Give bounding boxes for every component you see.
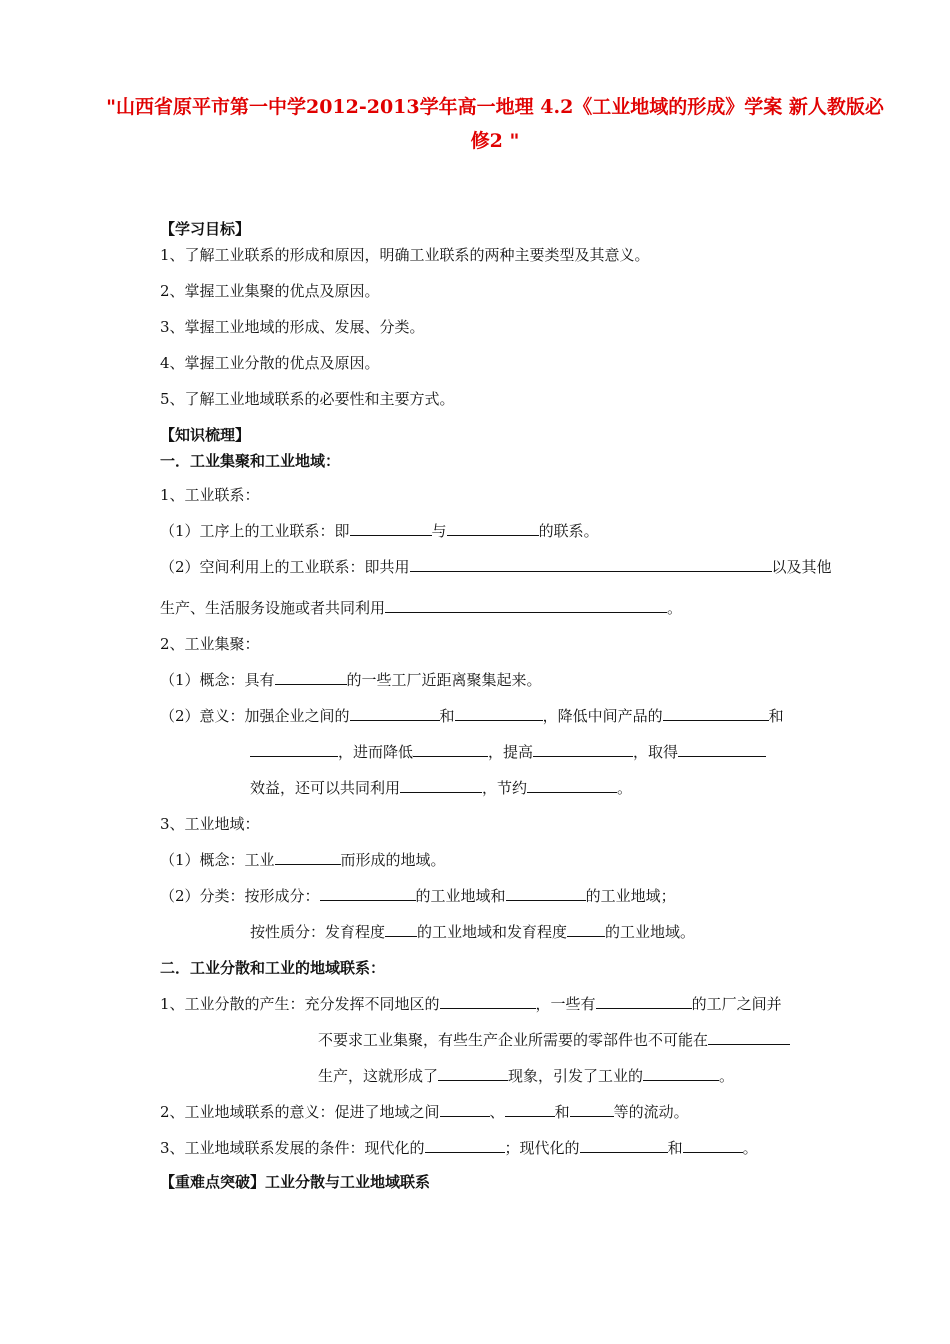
- key-points-heading: 【重难点突破】工业分散与工业地域联系: [160, 1173, 431, 1191]
- blank[interactable]: [410, 557, 772, 572]
- blank[interactable]: [250, 742, 338, 757]
- blank[interactable]: [527, 778, 617, 793]
- fill-line: 生产、生活服务设施或者共同利用 。: [160, 599, 683, 617]
- blank[interactable]: [413, 742, 488, 757]
- blank[interactable]: [596, 994, 692, 1009]
- blank[interactable]: [275, 850, 341, 865]
- blank[interactable]: [440, 994, 536, 1009]
- blank[interactable]: [505, 1102, 555, 1117]
- item-heading: 2、工业集聚：: [160, 635, 260, 653]
- item-heading: 3、工业地域：: [160, 815, 260, 833]
- fill-line: ，进而降低 ，提高 ，取得: [250, 742, 766, 762]
- fill-line: 效益，还可以共同利用 ，节约 。: [250, 779, 633, 797]
- goal-item: 2、掌握工业集聚的优点及原因。: [160, 282, 380, 300]
- blank[interactable]: [678, 742, 766, 757]
- item-heading: 1、工业联系：: [160, 486, 260, 504]
- goal-item: 4、掌握工业分散的优点及原因。: [160, 354, 380, 372]
- fill-line: 生产，这就形成了 现象，引发了工业的 。: [318, 1067, 735, 1085]
- fill-line: 1、工业分散的产生：充分发挥不同地区的 ，一些有 的工厂之间并: [160, 995, 782, 1013]
- blank[interactable]: [455, 706, 543, 721]
- blank[interactable]: [438, 1066, 508, 1081]
- fill-line: （2）意义：加强企业之间的 和 ，降低中间产品的 和: [160, 707, 784, 725]
- blank[interactable]: [567, 922, 605, 937]
- blank[interactable]: [533, 742, 633, 757]
- blank[interactable]: [400, 778, 482, 793]
- fill-line: 3、工业地域联系发展的条件：现代化的 ；现代化的 和 。: [160, 1139, 758, 1157]
- blank[interactable]: [708, 1030, 790, 1045]
- blank[interactable]: [425, 1138, 505, 1153]
- blank[interactable]: [385, 598, 667, 613]
- blank[interactable]: [506, 886, 586, 901]
- blank[interactable]: [580, 1138, 668, 1153]
- fill-line: （2）分类：按形成分： 的工业地域和 的工业地域；: [160, 887, 676, 905]
- section-heading: 一．工业集聚和工业地域：: [160, 452, 341, 470]
- blank[interactable]: [643, 1066, 719, 1081]
- fill-line: （1）工序上的工业联系：即 与 的联系。: [160, 522, 599, 540]
- fill-line: （2）空间利用上的工业联系：即共用 以及其他: [160, 558, 832, 576]
- blank[interactable]: [447, 521, 539, 536]
- blank[interactable]: [663, 706, 769, 721]
- section-heading: 二．工业分散和工业的地域联系：: [160, 959, 386, 977]
- fill-line: 按性质分：发育程度 的工业地域和发育程度 的工业地域。: [250, 923, 696, 941]
- fill-line: 2、工业地域联系的意义：促进了地域之间 、 和 等的流动。: [160, 1103, 689, 1121]
- blank[interactable]: [350, 706, 440, 721]
- goal-item: 3、掌握工业地域的形成、发展、分类。: [160, 318, 425, 336]
- knowledge-heading: 【知识梳理】: [160, 426, 251, 444]
- goal-item: 5、了解工业地域联系的必要性和主要方式。: [160, 390, 455, 408]
- document-title: "山西省原平市第一中学2012-2013学年高一地理 4.2《工业地域的形成》学案 新人教版必修2 ": [106, 96, 884, 152]
- goals-heading: 【学习目标】: [160, 220, 251, 238]
- goal-item: 1、了解工业联系的形成和原因，明确工业联系的两种主要类型及其意义。: [160, 246, 650, 264]
- blank[interactable]: [440, 1102, 490, 1117]
- blank[interactable]: [320, 886, 416, 901]
- fill-line: （1）概念：具有 的一些工厂近距离聚集起来。: [160, 671, 542, 689]
- blank[interactable]: [683, 1138, 743, 1153]
- blank[interactable]: [350, 521, 432, 536]
- blank[interactable]: [570, 1102, 614, 1117]
- fill-line: 不要求工业集聚，有些生产企业所需要的零部件也不可能在: [318, 1030, 790, 1050]
- blank[interactable]: [385, 922, 417, 937]
- blank[interactable]: [275, 670, 347, 685]
- fill-line: （1）概念：工业 而形成的地域。: [160, 851, 446, 869]
